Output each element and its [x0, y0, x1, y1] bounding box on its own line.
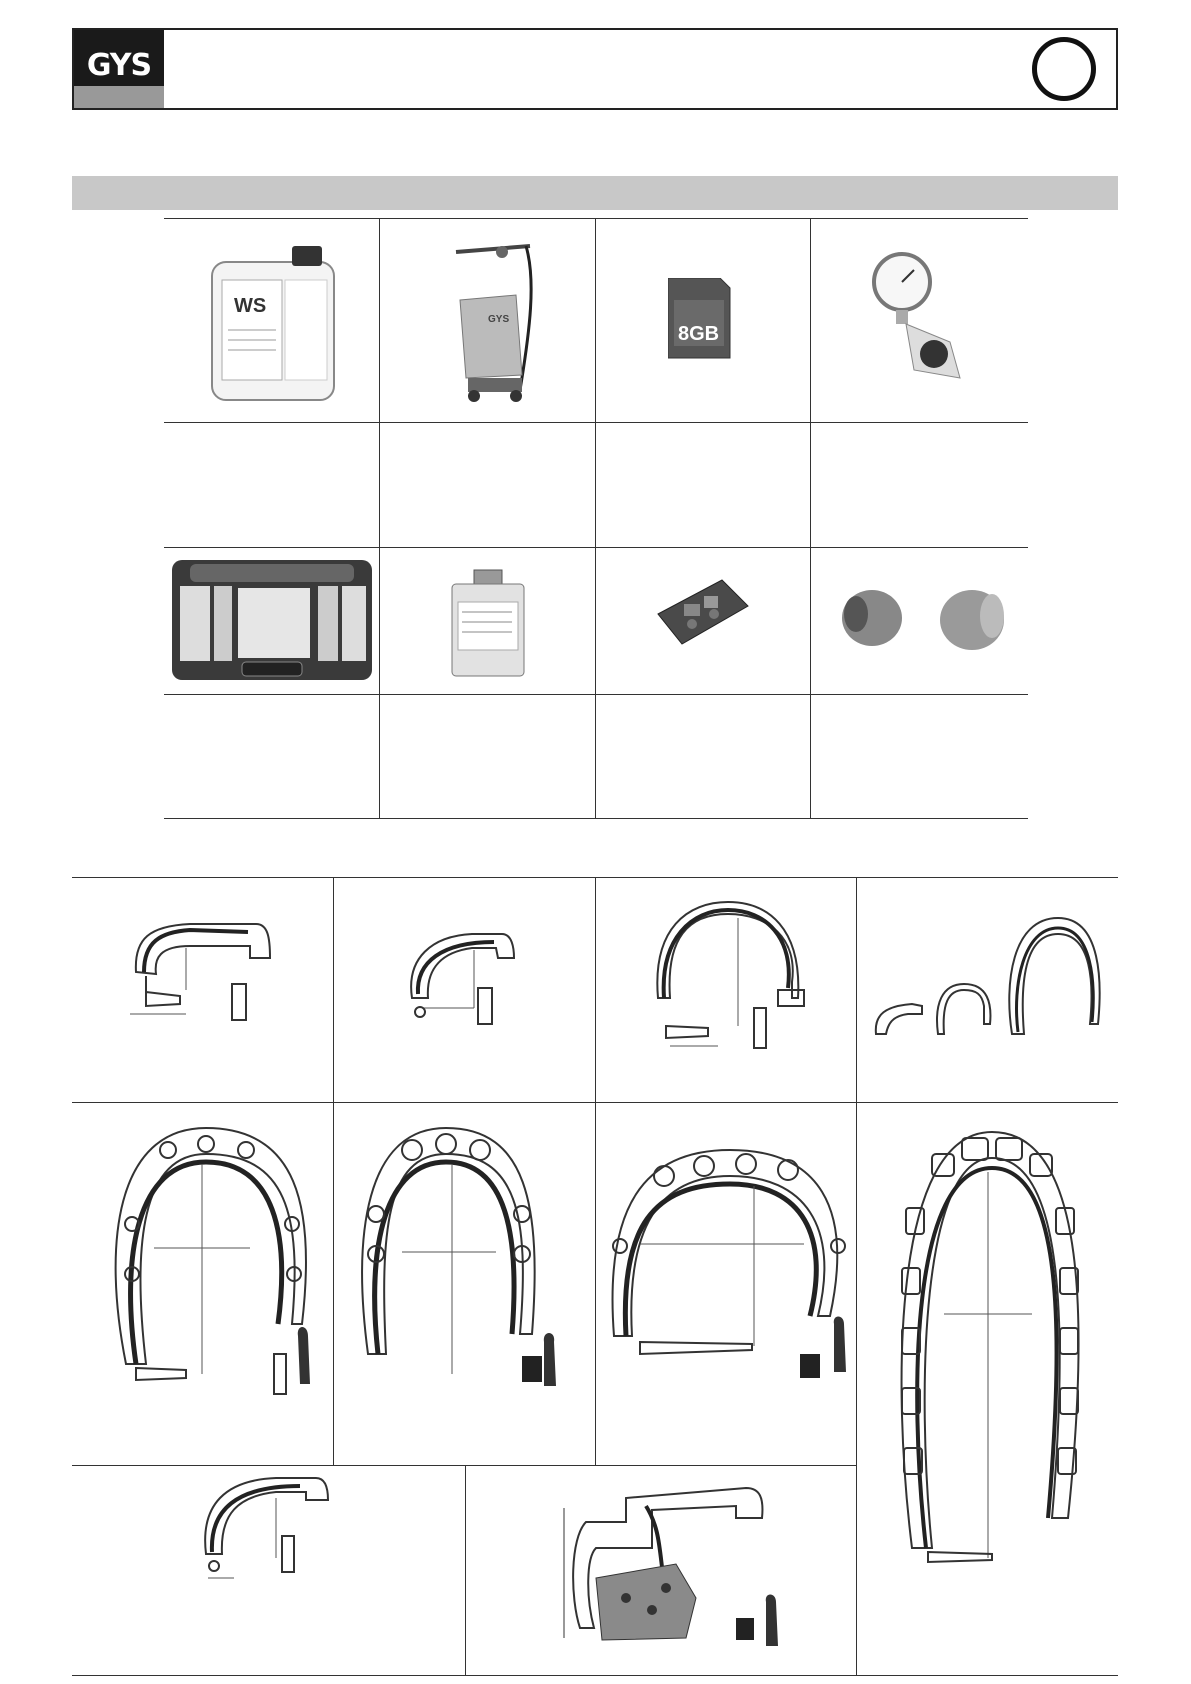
gys-logo — [74, 30, 164, 108]
arm-diagram-small — [196, 1474, 336, 1584]
table-divider — [595, 218, 596, 818]
diagram-divider — [856, 877, 857, 1675]
language-circle-icon — [1032, 37, 1096, 101]
trolley-image — [440, 240, 540, 405]
arm-diagram-tall — [892, 1128, 1088, 1568]
logo-text: GYS — [86, 48, 152, 83]
circuit-board-image — [652, 574, 752, 650]
arm-diagram-3 — [648, 898, 808, 1050]
sd-card-image — [668, 278, 734, 360]
diagram-rule — [72, 1465, 856, 1466]
table-rule — [164, 422, 1028, 423]
arm-diagram-wide — [604, 1146, 856, 1386]
coolant-label: WS — [234, 295, 267, 317]
diagram-divider — [465, 1465, 466, 1675]
diagram-divider — [595, 877, 596, 1465]
table-rule — [164, 218, 1028, 219]
arm-diagram-large-1 — [106, 1124, 326, 1404]
grease-can-image — [448, 568, 528, 678]
sd-card-label: 8GB — [678, 323, 720, 345]
table-divider — [379, 218, 380, 818]
table-divider — [810, 218, 811, 818]
page-header — [72, 28, 1118, 110]
diagram-divider — [333, 877, 334, 1465]
arm-diagram-mechanical — [556, 1478, 792, 1658]
trolley-brand: GYS — [488, 314, 510, 325]
pressure-gauge-image — [862, 250, 972, 390]
arm-family-diagram — [872, 914, 1102, 1044]
arm-diagram-2 — [402, 928, 542, 1028]
table-rule — [164, 547, 1028, 548]
table-rule — [164, 694, 1028, 695]
arm-diagram-1 — [120, 918, 290, 1023]
electrode-case-image — [168, 556, 376, 684]
arm-diagram-large-2 — [356, 1124, 572, 1394]
coolant-canister-image — [200, 240, 350, 405]
logo-band — [74, 86, 164, 108]
section-bar — [72, 176, 1118, 210]
table-rule — [164, 818, 1028, 819]
sleeves-image — [832, 578, 1012, 658]
diagram-rule — [72, 1675, 1118, 1676]
